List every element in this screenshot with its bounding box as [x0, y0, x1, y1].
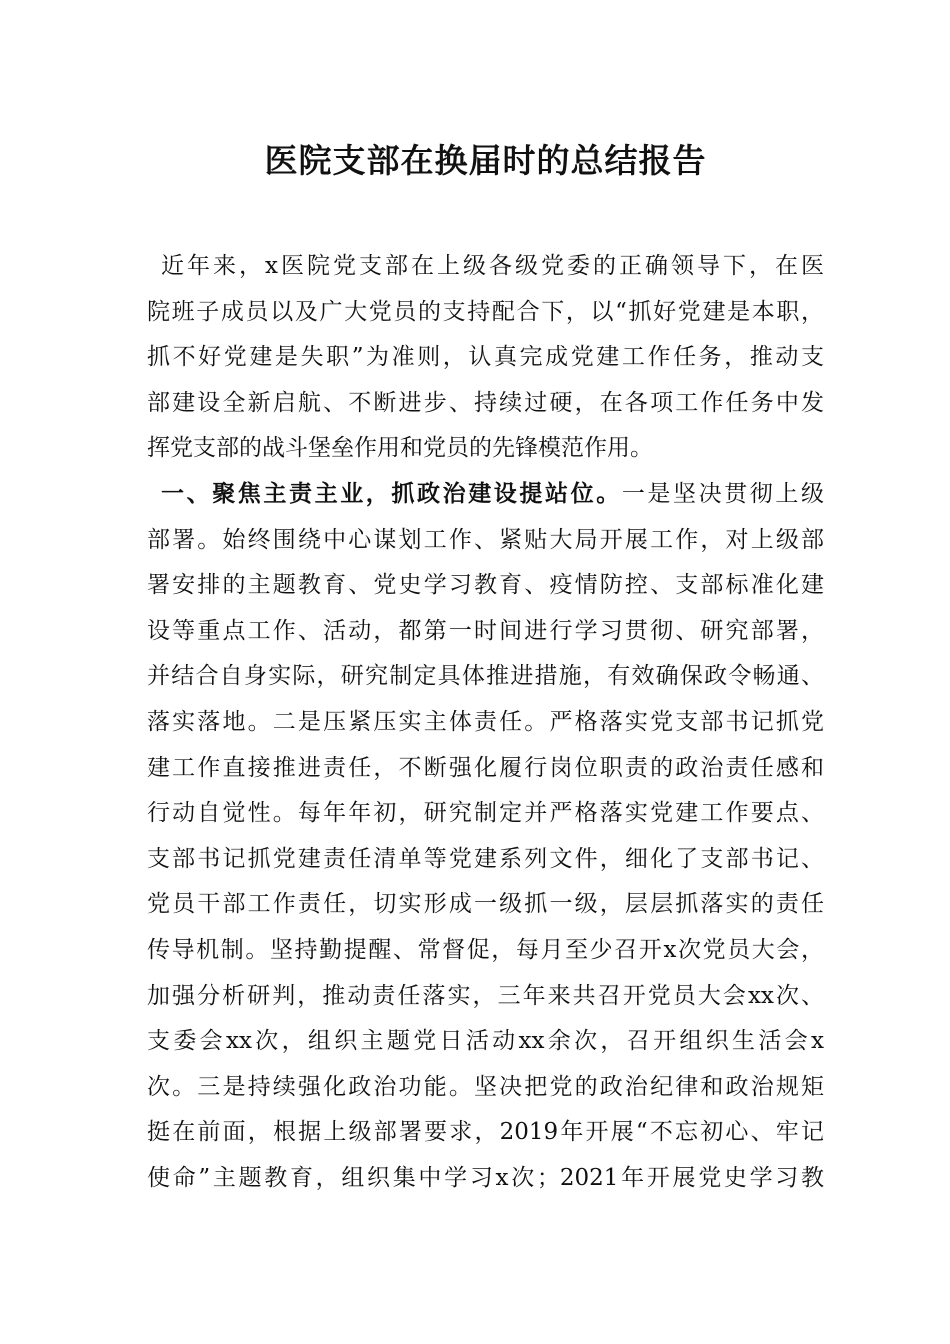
text-line: 近年来，x医院党支部在上级各级党委的正确领导下，在医	[161, 253, 824, 279]
text-line: 部署。始终围绕中心谋划工作、紧贴大局开展工作，对上级部	[147, 526, 824, 553]
intro-paragraph	[147, 244, 824, 472]
section-1-first-line-rest: 一是坚决贯彻上级	[621, 480, 825, 507]
text-line: 传导机制。坚持勤提醒、常督促，每月至少召开x次党员大会，	[147, 936, 824, 963]
text-line: 挥党支部的战斗堡垒作用和党员的先锋模范作用。	[147, 435, 653, 462]
text-line: 支委会xx次，组织主题党日活动xx余次，召开组织生活会x	[147, 1028, 824, 1055]
text-line: 支部书记抓党建责任清单等党建系列文件，细化了支部书记、	[147, 845, 824, 872]
text-line: 行动自觉性。每年年初，研究制定并严格落实党建工作要点、	[147, 800, 824, 827]
text-line: 落实落地。二是压紧压实主体责任。严格落实党支部书记抓党	[147, 708, 824, 735]
text-line: 使命”主题教育，组织集中学习x次；2021年开展党史学习教	[147, 1164, 824, 1191]
section-1-paragraph	[147, 472, 824, 1202]
text-line: 加强分析研判，推动责任落实，三年来共召开党员大会xx次、	[147, 982, 824, 1009]
text-line: 建工作直接推进责任，不断强化履行岗位职责的政治责任感和	[147, 754, 824, 781]
text-line: 部建设全新启航、不断进步、持续过硬，在各项工作任务中发	[147, 389, 824, 416]
text-line: 抓不好党建是失职”为准则，认真完成党建工作任务，推动支	[147, 344, 824, 371]
text-line: 挺在前面，根据上级部署要求，2019年开展“不忘初心、牢记	[147, 1119, 824, 1146]
text-line: 次。三是持续强化政治功能。坚决把党的政治纪律和政治规矩	[147, 1073, 824, 1100]
section-1-heading: 一、聚焦主责主业，抓政治建设提站位。	[161, 480, 622, 507]
text-line: 并结合自身实际，研究制定具体推进措施，有效确保政令畅通、	[147, 663, 824, 690]
document-title: 医院支部在换届时的总结报告	[264, 141, 707, 180]
text-line: 署安排的主题教育、党史学习教育、疫情防控、支部标准化建	[147, 572, 824, 599]
text-line: 党员干部工作责任，切实形成一级抓一级，层层抓落实的责任	[147, 891, 824, 918]
section-1-first-line	[147, 472, 824, 518]
text-line: 设等重点工作、活动，都第一时间进行学习贯彻、研究部署，	[147, 617, 824, 644]
text-line: 院班子成员以及广大党员的支持配合下，以“抓好党建是本职，	[147, 298, 824, 325]
